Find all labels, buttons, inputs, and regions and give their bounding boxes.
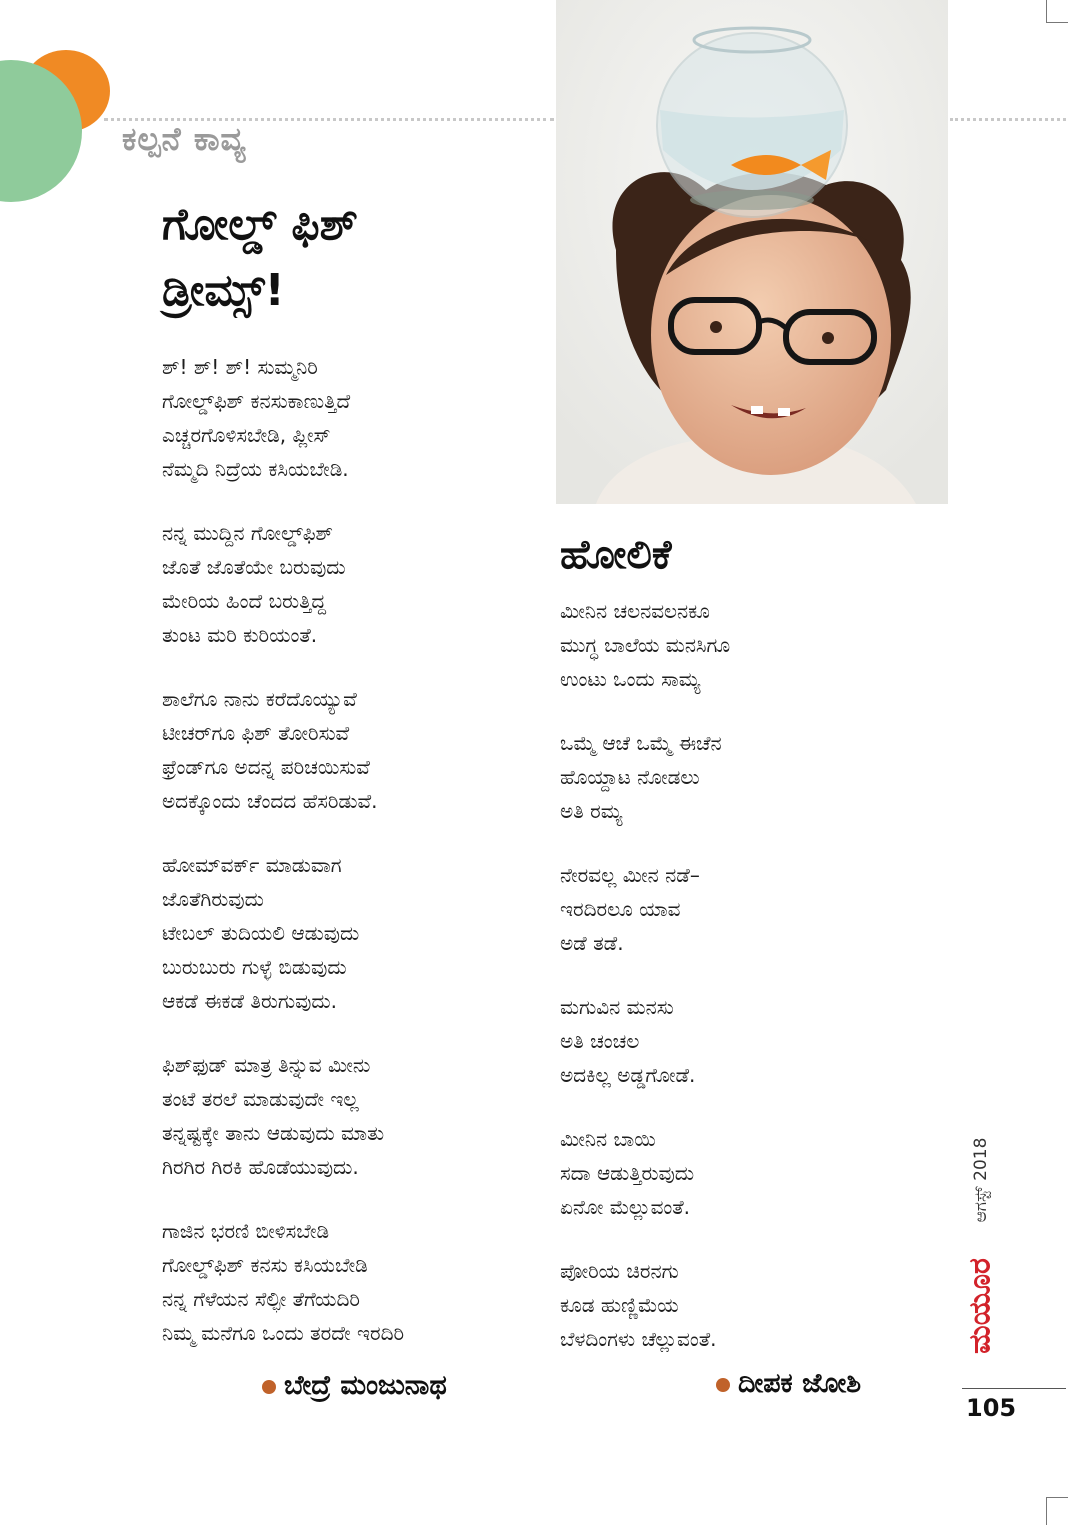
left-poem-title-line: ಡ್ರೀಮ್ಸ್! [162, 265, 285, 316]
poem-line: ಗೋಲ್ಡ್‌ಫಿಶ್ ಕನಸುಕಾಣುತ್ತಿದೆ [162, 389, 351, 413]
bullet-icon [716, 1378, 730, 1392]
magazine-logo [960, 1250, 1000, 1362]
poem-line: ಜೊತೆ ಜೊತೆಯೇ ಬರುವುದು [162, 555, 346, 579]
poem-stanza [560, 858, 860, 960]
left-poem-title-line: ಗೋಲ್ಡ್ ಫಿಶ್ [162, 199, 358, 250]
poem-stanza [560, 990, 860, 1092]
poem-line: ನೆಮ್ಮದಿ ನಿದ್ರೆಯ ಕಸಿಯಬೇಡಿ. [162, 457, 349, 481]
poem-line: ಮೀನಿನ ಬಾಯಿ [560, 1127, 656, 1151]
poem-line: ಹೋಮ್‌ವರ್ಕ್ ಮಾಡುವಾಗ [162, 853, 342, 877]
issue-date-text: ಆಗಸ್ಟ್ 2018 [971, 1137, 991, 1223]
right-poem-author-name: ದೀಪಕ ಜೋಶಿ [738, 1368, 862, 1399]
poem-stanza [162, 682, 542, 818]
poem-line: ಸದಾ ಆಡುತ್ತಿರುವುದು [560, 1161, 695, 1185]
crop-mark-bottom-h [1046, 1497, 1068, 1498]
poem-line: ನಿಮ್ಮ ಮನೆಗೂ ಒಂದು ತರದೇ ಇರದಿರಿ [162, 1321, 405, 1345]
poem-line: ಗಾಜಿನ ಭರಣಿ ಬೀಳಿಸಬೇಡಿ [162, 1219, 330, 1243]
poem-line: ಅದಕಿಲ್ಲ ಅಡ್ಡಗೋಡೆ. [560, 1063, 696, 1087]
page-number: 105 [966, 1394, 1017, 1422]
poem-line: ಗೋಲ್ಡ್‌ಫಿಶ್ ಕನಸು ಕಸಿಯಬೇಡಿ [162, 1253, 368, 1277]
poem-line: ಗಿರಗಿರ ಗಿರಕಿ ಹೊಡೆಯುವುದು. [162, 1155, 359, 1179]
poem-stanza [162, 848, 542, 1018]
crop-mark-top-h [1046, 22, 1068, 23]
poem-stanza [560, 1122, 860, 1224]
poem-line: ಶ್! ಶ್! ಶ್! ಸುಮ್ಮನಿರಿ [162, 355, 318, 379]
poem-line: ಮುಗ್ಧ ಬಾಲೆಯ ಮನಸಿಗೂ [560, 633, 731, 657]
poem-line: ಏನೋ ಮೆಲ್ಲುವಂತೆ. [560, 1195, 691, 1219]
poem-line: ನನ್ನ ಮುದ್ದಿನ ಗೋಲ್ಡ್‌ಫಿಶ್ [162, 521, 333, 545]
page-number-rule [962, 1388, 1066, 1389]
poem-stanza [560, 726, 860, 828]
poem-line: ಮೀನಿನ ಚಲನವಲನಕೂ [560, 599, 710, 623]
poem-line: ಅದಕ್ಕೊಂದು ಚೆಂದದ ಹೆಸರಿಡುವೆ. [162, 789, 378, 813]
poem-line: ಮಗುವಿನ ಮನಸು [560, 995, 674, 1019]
poem-stanza [560, 594, 860, 696]
poem-stanza [560, 1254, 860, 1356]
poem-line: ಆಕಡೆ ಈಕಡೆ ತಿರುಗುವುದು. [162, 989, 338, 1013]
bullet-icon [262, 1380, 276, 1394]
poem-line: ಪೋರಿಯ ಚಿರನಗು [560, 1259, 679, 1283]
poem-line: ಬೆಳದಿಂಗಳು ಚೆಲ್ಲುವಂತೆ. [560, 1327, 717, 1351]
poem-line: ಫ್ರೆಂಡ್‌ಗೂ ಅದನ್ನ ಪರಿಚಯಿಸುವೆ [162, 755, 370, 779]
left-poem-title [162, 192, 542, 324]
girl-with-goldfish-bowl-photo [556, 0, 948, 504]
dotted-rule-right [950, 118, 1066, 121]
poem-line: ನನ್ನ ಗೆಳೆಯನ ಸೆಲ್ಫೀ ತೆಗೆಯದಿರಿ [162, 1287, 360, 1311]
crop-mark-bottom [1046, 1497, 1047, 1525]
right-poem-author [716, 1368, 861, 1400]
poem-line: ತಂಟೆ ತರಲೆ ಮಾಡುವುದೇ ಇಲ್ಲ [162, 1087, 359, 1111]
poem-line: ಕೂಡ ಹುಣ್ಣಿಮೆಯ [560, 1293, 679, 1317]
poem-line: ಟೀಚರ್‌ಗೂ ಫಿಶ್ ತೋರಿಸುವೆ [162, 721, 350, 745]
poem-stanza [162, 516, 542, 652]
left-poem-author-name: ಬೇದ್ರೆ ಮಂಜುನಾಥ [284, 1370, 447, 1401]
poem-line: ಅಡೆ ತಡೆ. [560, 931, 624, 955]
poem-stanza [162, 1048, 542, 1184]
poem-line: ಫಿಶ್‌ಫುಡ್ ಮಾತ್ರ ತಿನ್ನುವ ಮೀನು [162, 1053, 371, 1077]
poem-line: ಮೇರಿಯ ಹಿಂದೆ ಬರುತ್ತಿದ್ದ [162, 589, 327, 613]
issue-date [966, 1120, 996, 1240]
poem-line: ಟೇಬಲ್ ತುದಿಯಲಿ ಆಡುವುದು [162, 921, 360, 945]
poem-line: ಉಂಟು ಒಂದು ಸಾಮ್ಯ [560, 667, 701, 691]
poem-line: ಜೊತೆಗಿರುವುದು [162, 887, 264, 911]
poem-line: ಶಾಲೆಗೂ ನಾನು ಕರೆದೊಯ್ಯುವೆ [162, 687, 357, 711]
poem-line: ಒಮ್ಮೆ ಆಚೆ ಒಮ್ಮೆ ಈಚೆನ [560, 731, 722, 755]
poem-line: ಹೊಯ್ದಾಟ ನೋಡಲು [560, 765, 700, 789]
poem-line: ತುಂಟ ಮರಿ ಕುರಿಯಂತೆ. [162, 623, 318, 647]
poem-line: ನೇರವಲ್ಲ ಮೀನ ನಡೆ– [560, 863, 700, 887]
crop-mark-top [1046, 0, 1047, 22]
poem-line: ಅತಿ ರಮ್ಯ [560, 799, 623, 823]
left-poem-body [162, 350, 542, 1380]
poem-line: ಬುರುಬುರು ಗುಳ್ಳೆ ಬಿಡುವುದು [162, 955, 347, 979]
poem-line: ಇರದಿರಲೂ ಯಾವ [560, 897, 681, 921]
poem-line: ಅತಿ ಚಂಚಲ [560, 1029, 640, 1053]
poem-stanza [162, 350, 542, 486]
poem-stanza [162, 1214, 542, 1350]
poem-line: ತನ್ನಷ್ಟಕ್ಕೇ ತಾನು ಆಡುವುದು ಮಾತು [162, 1121, 385, 1145]
right-poem-body [560, 594, 860, 1386]
section-label: ಕಲ್ಪನೆ ಕಾವ್ಯ [122, 120, 247, 158]
magazine-logo-text: ಮಯೂರ [962, 1258, 998, 1354]
left-poem-author [262, 1370, 447, 1402]
right-poem-title: ಹೋಲಿಕೆ [560, 532, 672, 578]
poem-line: ಎಚ್ಚರಗೊಳಿಸಬೇಡಿ, ಪ್ಲೀಸ್ [162, 423, 331, 447]
